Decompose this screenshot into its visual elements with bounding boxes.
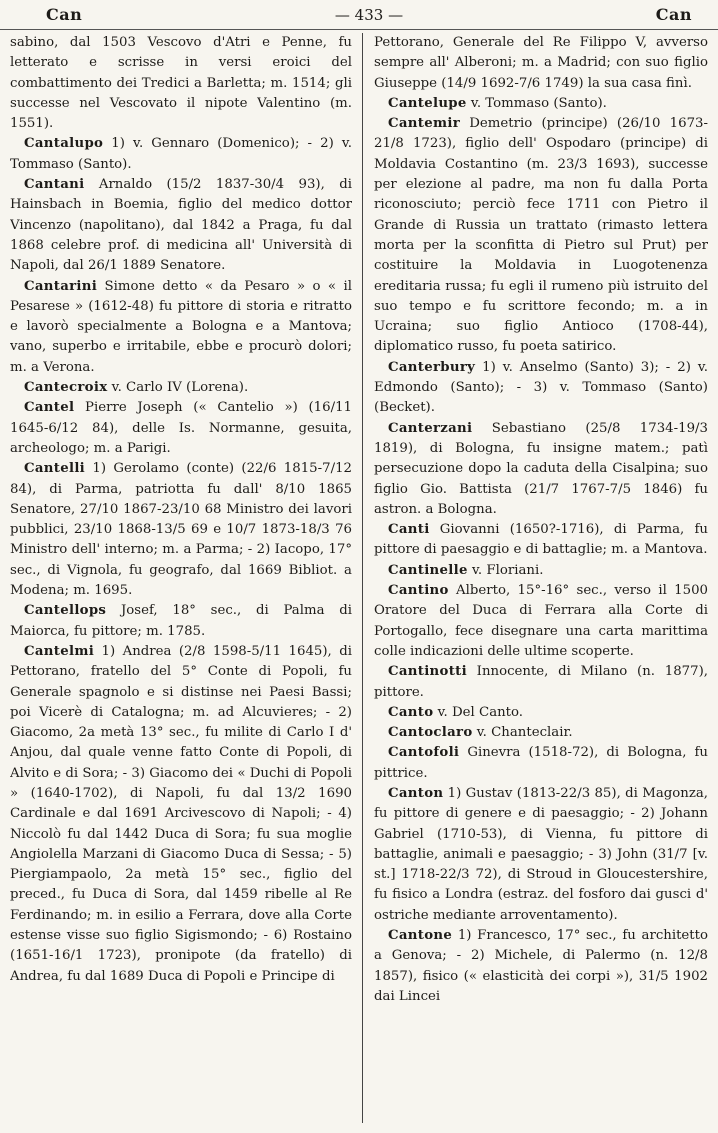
- dictionary-entry: [374, 520, 708, 561]
- entry-text: 1) Gustav (1813-22/3 85), di Magonza, fu pittore di genere e di paesaggio; - 2) Johann Gabriel (1710-53), di Vienna, fu pittore di battaglie, animali e paesaggio; - 3) John (31/7 [v. st.] 1718-22/3 72), di Stroud in Gloucestershire, fu fisico a Londra (estraz. del fosforo dai gusci d' ostriche mediante arroventamento).: [374, 785, 708, 923]
- entry-headword: Cantalupo: [24, 136, 104, 152]
- entry-text: Josef, 18° sec., di Palma di Maiorca, fu pittore; m. 1785.: [10, 603, 352, 639]
- entry-text: Pettorano, Generale del Re Filippo V, avverso sempre all' Alberoni; m. a Madrid; con suo figlio Giuseppe (14/9 1692-7/6 1749) la sua casa finì.: [374, 35, 708, 91]
- entry-text: Ginevra (1518-72), di Bologna, fu pittrice.: [374, 745, 708, 781]
- entry-text: sabino, dal 1503 Vescovo d'Atri e Penne, fu letterato e scrisse in versi eroici del combattimento dei Tredici a Barletta; m. 1514; gli successe nel Vescovato il nipote Valentino (m. 1551).: [10, 35, 352, 132]
- dictionary-entry: [10, 175, 352, 276]
- dictionary-entry: [374, 784, 708, 926]
- entry-text: v. Floriani.: [467, 562, 544, 578]
- page-header: [0, 0, 718, 30]
- text-columns: [0, 33, 718, 1128]
- entry-text: Simone detto « da Pesaro » o « il Pesarese » (1612-48) fu pittore di storia e ritratto e lavorò specialmente a Bologna e a Mantova; vano, superbo e irritabile, ebbe e procurò dolori; m. a Verona.: [10, 278, 352, 375]
- entry-text: v. Tommaso (Santo).: [466, 95, 607, 111]
- left-column: [10, 33, 352, 1128]
- entry-headword: Canton: [388, 785, 444, 801]
- dictionary-entry: [374, 419, 708, 520]
- dictionary-entry: [374, 581, 708, 662]
- entry-text: Arnaldo (15/2 1837-30/4 93), di Hainsbach in Boemia, figlio del medico dottor Vincenzo (napolitano), dal 1842 a Praga, fu dal 1868 celebre prof. di medicina all' Università di Napoli, dal 26/1 1889 Senatore.: [10, 177, 352, 274]
- entry-headword: Cantemir: [388, 116, 460, 132]
- entry-text: v. Chanteclair.: [472, 725, 573, 741]
- dictionary-entry: [374, 33, 708, 94]
- dictionary-entry: [374, 561, 708, 581]
- dictionary-entry: [374, 723, 708, 743]
- entry-text: 1) Andrea (2/8 1598-5/11 1645), di Pettorano, fratello del 5° Conte di Popoli, fu Generale spagnolo e si distinse nei Paesi Bassi; poi Vicerè di Catalogna; m. ad Alcuvieres; - 2) Giacomo, 2a metà 13° sec., fu milite di Carlo I d' Anjou, dal quale venne fatto Conte di Popoli, di Alvito e di Sora; - 3) Giacomo dei « Duchi di Popoli » (1640-1702), di Napoli, fu dal 13/2 1690 Cardinale e dal 1691 Arcivescovo di Napoli; - 4) Niccolò fu dal 1442 Duca di Sora; fu sua moglie Angiolella Marzani di Giacomo Duca di Sessa; - 5) Piergiampaolo, 2a metà 15° sec., figlio del preced., fu Duca di Sora, dal 1459 ribelle al Re Ferdinando; m. in esilio a Ferrara, dove alla Corte estense visse suo figlio Sigismondo; - 6) Rostaino (1651-16/1 1723), pronipote (da fratello) di Andrea, fu dal 1689 Duca di Popoli e Principe di: [10, 643, 352, 984]
- entry-headword: Cantoclaro: [388, 725, 473, 741]
- entry-text: Innocente, di Milano (n. 1877), pittore.: [374, 664, 708, 700]
- dictionary-entry: [374, 114, 708, 358]
- running-head-right: Can: [655, 5, 692, 24]
- running-head-left: Can: [46, 5, 83, 24]
- entry-headword: Cantone: [388, 928, 453, 944]
- dictionary-entry: [10, 378, 352, 398]
- entry-text: Sebastiano (25/8 1734-19/3 1819), di Bologna, fu insigne matem.; patì persecuzione dopo la caduta della Cisalpina; suo figlio Gio. Battista (21/7 1767-7/5 1846) fu astron. a Bologna.: [374, 420, 708, 517]
- entry-text: v. Carlo IV (Lorena).: [107, 380, 249, 396]
- dictionary-entry: [10, 601, 352, 642]
- dictionary-entry: [10, 459, 352, 601]
- dictionary-entry: [374, 926, 708, 1007]
- dictionary-entry: [374, 743, 708, 784]
- entry-headword: Cantelli: [24, 461, 86, 477]
- entry-headword: Cantellops: [24, 603, 107, 619]
- entry-text: Demetrio (principe) (26/10 1673-21/8 1723), figlio dell' Ospodaro (principe) di Moldavia Costantino (m. 23/3 1693), successe per elezione al padre, ma non fu dalla Porta riconosciuto; perciò fece 1711 con Pietro il Grande di Russia un trattato (rimasto lettera morta per la sconfitta di Pietro sul Prut) per costituire la Moldavia in Luogotenenza ereditaria russa; fu egli il rumeno più istruito del suo tempo e fu scrittore fecondo; m. a in Ucraina; suo figlio Antioco (1708-44), diplomatico russo, fu poeta satirico.: [374, 116, 708, 355]
- dictionary-entry: [10, 642, 352, 987]
- entry-headword: Cantani: [24, 177, 85, 193]
- entry-text: 1) v. Gennaro (Domenico); - 2) v. Tommaso (Santo).: [10, 136, 352, 172]
- entry-headword: Cantelmi: [24, 643, 95, 659]
- dictionary-entry: [10, 277, 352, 378]
- entry-headword: Cantinelle: [388, 562, 468, 578]
- entry-text: 1) Gerolamo (conte) (22/6 1815-7/12 84), di Parma, patriotta fu dall' 8/10 1865 Senatore, 27/10 1867-23/10 68 Ministro dei lavori pubblici, 23/10 1868-13/5 69 e 10/7 1873-18/3 76 Ministro dell' interno; m. a Parma; - 2) Iacopo, 17° sec., di Vignola, fu geografo, dal 1669 Bibliot. a Modena; m. 1695.: [10, 461, 352, 599]
- entry-text: Giovanni (1650?-1716), di Parma, fu pittore di paesaggio e di battaglie; m. a Mantova.: [374, 522, 708, 558]
- dictionary-entry: [374, 662, 708, 703]
- entry-headword: Canterzani: [388, 420, 473, 436]
- entry-headword: Cantinotti: [388, 664, 467, 680]
- entry-text: Pierre Joseph (« Cantelio ») (16/11 1645-6/12 84), delle Is. Normanne, gesuita, archeologo; m. a Parigi.: [10, 400, 352, 456]
- entry-headword: Cantel: [24, 400, 75, 416]
- entry-headword: Cantelupe: [388, 95, 467, 111]
- dictionary-entry: [374, 358, 708, 419]
- entry-text: 1) v. Anselmo (Santo) 3); - 2) v. Edmondo (Santo); - 3) v. Tommaso (Santo) (Becket).: [374, 359, 708, 416]
- dictionary-entry: [10, 33, 352, 134]
- dictionary-entry: [374, 94, 708, 114]
- entry-text: Alberto, 15°-16° sec., verso il 1500 Oratore del Duca di Ferrara alla Corte di Portogallo, fece disegnare una carta marittima colle indicazioni delle ultime scoperte.: [374, 583, 708, 659]
- entry-headword: Cantino: [388, 583, 449, 599]
- column-divider: [362, 33, 363, 1123]
- right-column: [374, 33, 708, 1128]
- entry-text: 1) Francesco, 17° sec., fu architetto a Genova; - 2) Michele, di Palermo (n. 12/8 1857), fisico (« elasticità dei corpi »), 31/5 1902 dai Lincei: [374, 928, 708, 1004]
- dictionary-entry: [374, 703, 708, 723]
- entry-text: v. Del Canto.: [433, 704, 524, 720]
- entry-headword: Canti: [388, 522, 430, 538]
- entry-headword: Canto: [388, 704, 434, 720]
- dictionary-entry: [10, 134, 352, 175]
- entry-headword: Canterbury: [388, 359, 476, 375]
- dictionary-entry: [10, 398, 352, 459]
- entry-headword: Cantarini: [24, 278, 98, 294]
- page-number: — 433 —: [334, 5, 404, 24]
- entry-headword: Cantecroix: [24, 380, 108, 396]
- entry-headword: Cantofoli: [388, 745, 460, 761]
